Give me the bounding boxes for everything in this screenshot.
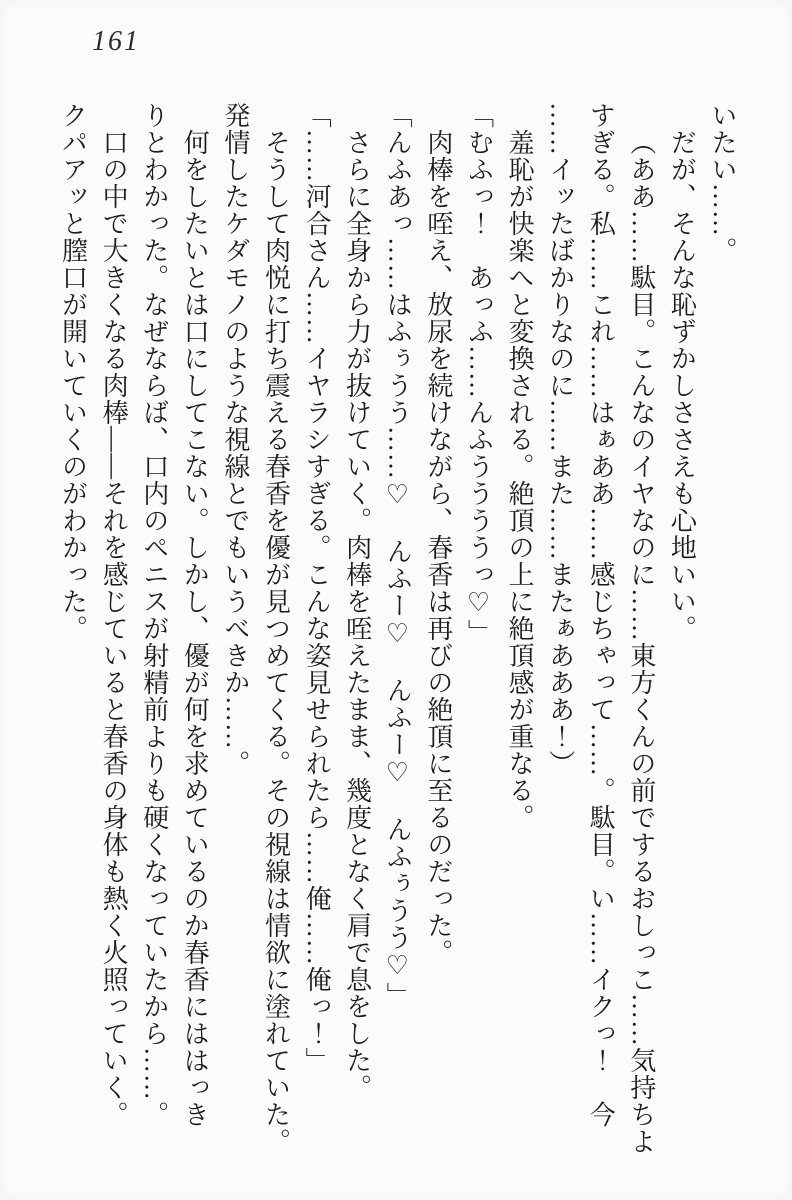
text-line: 「……河合さん……イヤラシすぎる。こんな姿見せられたら……俺……俺っ！」 [302, 102, 332, 1074]
text-line: さらに全身から力が抜けていく。肉棒を咥えたまま、幾度となく肩で息をした。 [342, 129, 372, 1101]
page-number: 161 [92, 26, 140, 57]
text-line: すぎる。私……これ……はぁああ……感じちゃって……。駄目。い……イクっ！ 今 [586, 102, 616, 1128]
text-line: クパアッと膣口が開いていくのがわかった。 [58, 102, 88, 642]
text-line: （ああ……駄目。こんなのイヤなのに……東方くんの前でするおしっこ……気持ちよ [626, 129, 656, 1155]
text-line: いたい……。 [708, 102, 737, 264]
text-line: 何をしたいとは口にしてこない。しかし、優が何を求めているのか春香にははっき [180, 129, 210, 1128]
page-text [50, 102, 742, 1162]
text-line: 発情したケダモノのような視線とでもいうべきか……。 [220, 102, 250, 777]
text-line: 「むふっ！ あっふ……んふううううっ♡」 [464, 102, 494, 646]
text-line: ……イッたばかりなのに……また……またぁあああ！） [545, 102, 575, 777]
text-line: 肉棒を咥え、放尿を続けながら、春香は再びの絶頂に至るのだった。 [423, 129, 453, 966]
text-line: りとわかった。なぜならば、口内のペニスが射精前よりも硬くなっていたから……。 [139, 102, 169, 1128]
text-line: 口の中で大きくなる肉棒――それを感じていると春香の身体も熱く火照っていく。 [99, 129, 129, 1128]
text-line: 羞恥が快楽へと変換される。絶頂の上に絶頂感が重なる。 [505, 129, 535, 831]
text-line: そうして肉悦に打ち震える春香を優が見つめてくる。その視線は情欲に塗れていた。 [261, 129, 291, 1155]
text-line: だが、そんな恥ずかしささえも心地いい。 [667, 129, 697, 642]
text-line: 「んふあっ……はふぅうう……♡ んふー♡ んふー♡ んふぅうう♡」 [383, 102, 413, 1009]
